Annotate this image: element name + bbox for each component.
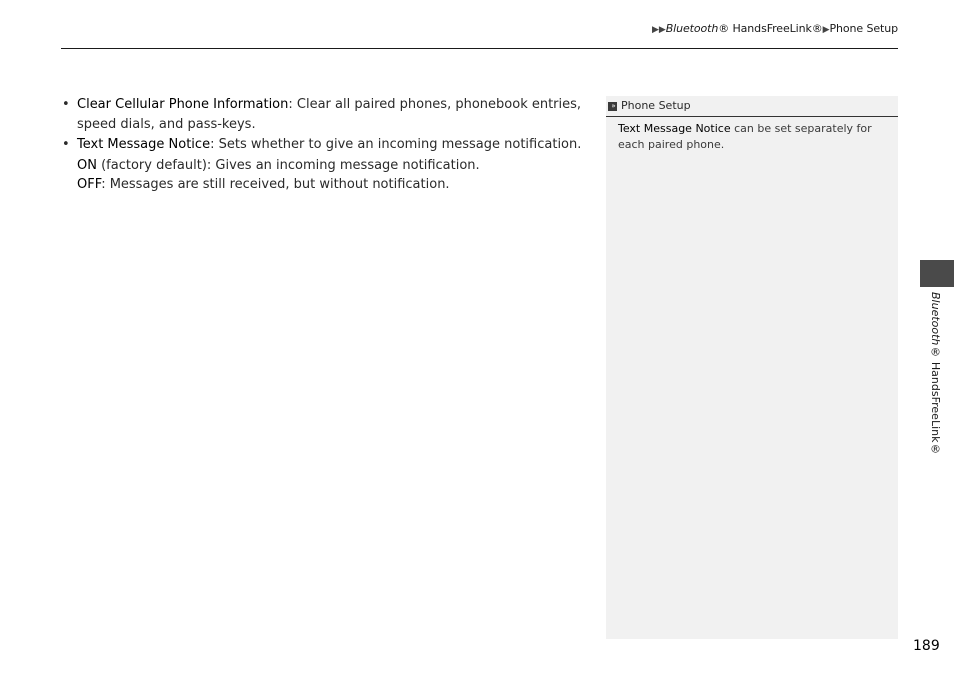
chapter-tab — [920, 260, 954, 287]
description-clear-info: : Clear all paired phones, phonebook entries, speed dials, and pass-keys. — [77, 97, 582, 132]
term-text-message-notice: Text Message Notice — [77, 137, 211, 152]
term-clear-cellular-phone-information: Clear Cellular Phone Information — [77, 97, 289, 112]
option-off — [61, 175, 591, 195]
bullet-icon: • — [62, 97, 70, 112]
header-rule — [61, 48, 898, 49]
option-off-text: : Messages are still received, but without notification. — [101, 177, 450, 192]
bullet-icon: • — [62, 137, 70, 152]
breadcrumb-arrows-icon: ▶▶ — [652, 25, 666, 35]
breadcrumb-bluetooth: Bluetooth — [665, 22, 719, 35]
sidebar-term: Text Message Notice — [618, 122, 731, 135]
sidebar-title: Phone Setup — [621, 99, 691, 112]
option-on-term: ON — [77, 157, 97, 173]
chapter-label-bluetooth: Bluetooth — [929, 292, 942, 346]
sidebar-note — [606, 96, 898, 639]
list-item-clear-info — [61, 95, 591, 134]
option-off-term: OFF — [77, 177, 102, 192]
reference-marker-icon: » — [608, 102, 617, 111]
page-number: 189 — [913, 638, 940, 654]
breadcrumb-handsfreelink: ® HandsFreeLink® — [718, 22, 823, 35]
option-on-text: (factory default): Gives an incoming message notification. — [96, 157, 480, 173]
breadcrumb — [652, 22, 898, 35]
main-content — [61, 95, 591, 195]
list-item-text-message-notice — [61, 135, 591, 155]
chapter-label — [922, 292, 942, 462]
option-on — [61, 156, 591, 176]
sidebar-text: can be set separately for each paired phone. — [618, 122, 872, 151]
description-text-message-notice: : Sets whether to give an incoming message notification. — [210, 137, 582, 152]
breadcrumb-section: Phone Setup — [829, 22, 898, 35]
sidebar-body — [606, 117, 898, 153]
breadcrumb-arrow-icon: ▶ — [822, 25, 830, 35]
sidebar-header — [606, 96, 898, 117]
chapter-label-rest: ® HandsFreeLink® — [929, 345, 942, 456]
